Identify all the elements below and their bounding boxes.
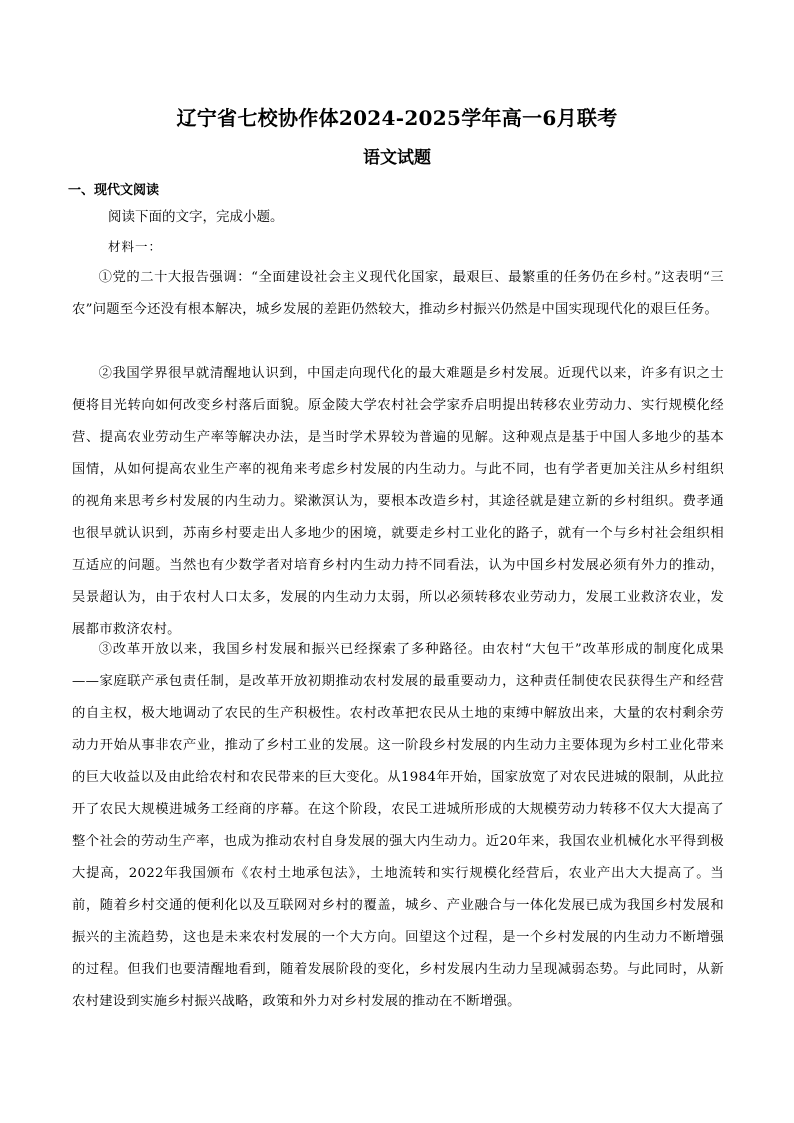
paragraph-1: ①党的二十大报告强调：“全面建设社会主义现代化国家，最艰巨、最繁重的任务仍在乡村。”这表明“三农”问题至今还没有根本解决，城乡发展的差距仍然较大，推动乡村振兴仍然是中国实现现代化的艰巨任务。 (72, 270, 724, 317)
exam-subtitle: 语文试题 (363, 148, 431, 168)
reading-instruction: 阅读下面的文字，完成小题。 (108, 209, 284, 225)
material-label: 材料一： (108, 239, 163, 254)
paragraph-3: ③改革开放以来，我国乡村发展和振兴已经探索了多种路径。由农村“大包干”改革形成的制度化成果——家庭联产承包责任制，是改革开放初期推动农村发展的最重要动力，这种责任制使农民获得生产和经营的自主权，极大地调动了农民的生产积极性。农村改革把农民从土地的束缚中解放出来，大量的农村剩余劳动力开始从事非农产业，推动了乡村工业的发展。这一阶段乡村发展的内生动力主要体现为乡村工业化带来的巨大收益以及由此给农村和农民带来的巨大变化。从1984年开始，国家放宽了对农民进城的限制，从此拉开了农民大规模进城务工经商的序幕。在这个阶段，农民工进城所形成的大规模劳动力转移不仅大大提高了整个社会的劳动生产率，也成为推动农村自身发展的强大内生动力。近20年来，我国农业机械化水平得到极大提高，2022年我国颁布《农村土地承包法》，土地流转和实行规模化经营后，农业产出大大提高了。当前，随着乡村交通的便利化以及互联网对乡村的覆盖，城乡、产业融合与一体化发展已成为我国乡村发展和振兴的主流趋势，这也是未来农村发展的一个大方向。回望这个过程，是一个乡村发展的内生动力不断增强的过程。但我们也要清醒地看到，随着发展阶段的变化，乡村发展内生动力呈现减弱态势。与此同时，从新农村建设到实施乡村振兴战略，政策和外力对乡村发展的推动在不断增强。 (72, 642, 724, 1009)
exam-title: 辽宁省七校协作体2024-2025学年高一6月联考 (176, 106, 618, 130)
paragraph-2: ②我国学界很早就清醒地认识到，中国走向现代化的最大难题是乡村发展。近现代以来，许多有识之士便将目光转向如何改变乡村落后面貌。原金陵大学农村社会学家乔启明提出转移农业劳动力、实行规模化经营、提高农业劳动生产率等解决办法，是当时学术界较为普遍的见解。这种观点是基于中国人多地少的基本国情，从如何提高农业生产率的视角来考虑乡村发展的内生动力。与此不同，也有学者更加关注从乡村组织的视角来思考乡村发展的内生动力。梁漱溟认为，要根本改造乡村，其途径就是建立新的乡村组织。费孝通也很早就认识到，苏南乡村要走出人多地少的困境，就要走乡村工业化的路子，就有一个与乡村社会组织相互适应的问题。当然也有少数学者对培育乡村内生动力持不同看法，认为中国乡村发展必须有外力的推动，吴景超认为，由于农村人口太多，发展的内生动力太弱，所以必须转移农业劳动力，发展工业救济农业，发展都市救济农村。 (72, 366, 724, 637)
section-heading: 一、现代文阅读 (68, 183, 160, 198)
